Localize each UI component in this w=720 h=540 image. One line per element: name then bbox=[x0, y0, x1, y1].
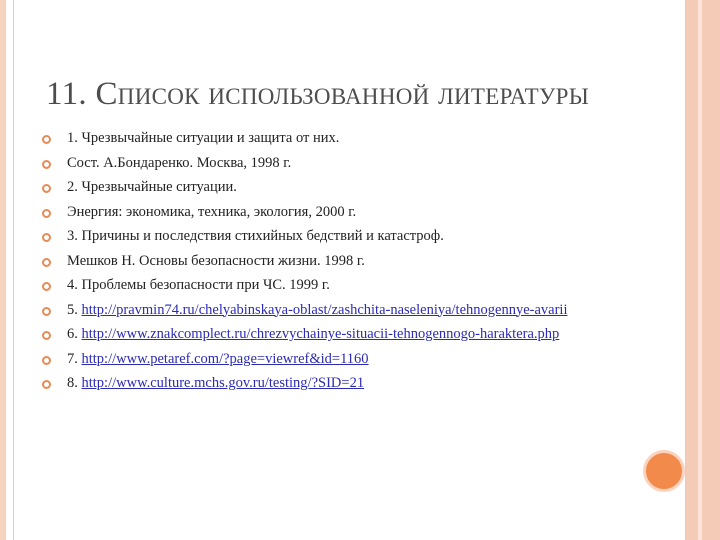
bullet-icon bbox=[42, 184, 51, 193]
item-label: 1. Чрезвычайные ситуации и защита от них. bbox=[67, 130, 340, 146]
list-item-text bbox=[67, 302, 567, 319]
list-item-text bbox=[67, 130, 339, 147]
bullet-icon bbox=[42, 380, 51, 389]
item-label: 5. bbox=[67, 301, 82, 318]
bullet-icon bbox=[42, 160, 51, 169]
list-item-text bbox=[67, 155, 291, 172]
slide bbox=[13, 0, 686, 540]
item-label: 8. bbox=[67, 375, 82, 391]
item-label: 3. Причины и последствия стихийных бедствий и катастроф. bbox=[67, 228, 444, 244]
bullet-icon bbox=[42, 356, 51, 365]
bullet-icon bbox=[42, 209, 51, 218]
list-item bbox=[14, 152, 685, 177]
list-item bbox=[14, 201, 685, 226]
item-label: 4. Проблемы безопасности при ЧС. 1999 г. bbox=[67, 277, 330, 293]
bullet-icon bbox=[42, 135, 51, 144]
reference-link[interactable]: http://www.petaref.com/?page=viewref&id=1160 bbox=[81, 350, 369, 367]
bullet-icon bbox=[42, 233, 51, 242]
list-item bbox=[14, 274, 685, 299]
list-item-text bbox=[67, 351, 369, 368]
list-item-text bbox=[67, 204, 356, 221]
bullet-icon bbox=[42, 307, 51, 316]
list-item bbox=[14, 225, 685, 250]
reference-link[interactable]: http://pravmin74.ru/chelyabinskaya-oblast/zashchita-naseleniya/tehnogennye-avarii bbox=[81, 301, 568, 318]
item-label: Энергия: экономика, техника, экология, 2000 г. bbox=[67, 203, 357, 220]
list-item bbox=[14, 299, 685, 324]
list-item bbox=[14, 372, 685, 397]
reference-link[interactable]: http://www.culture.mchs.gov.ru/testing/?SID=21 bbox=[81, 375, 365, 391]
decorative-circle bbox=[643, 450, 685, 492]
list-item-text bbox=[67, 179, 237, 196]
list-item bbox=[14, 348, 685, 373]
reference-link[interactable]: http://www.znakcomplect.ru/chrezvychainye-situacii-tehnogennogo-haraktera.php bbox=[81, 326, 560, 342]
item-label: Сост. А.Бондаренко. Москва, 1998 г. bbox=[67, 154, 292, 171]
list-item bbox=[14, 127, 685, 152]
list-item-text bbox=[67, 277, 330, 294]
list-item-text bbox=[67, 228, 444, 245]
item-label: 7. bbox=[67, 350, 82, 367]
item-label: 2. Чрезвычайные ситуации. bbox=[67, 179, 237, 195]
slide-frame-right bbox=[684, 0, 720, 540]
list-item bbox=[14, 323, 685, 348]
list-item bbox=[14, 176, 685, 201]
reference-list bbox=[14, 127, 685, 397]
list-item bbox=[14, 250, 685, 275]
slide-frame-right-stripe bbox=[698, 0, 702, 540]
list-item-text bbox=[67, 375, 364, 392]
slide-frame-left bbox=[0, 0, 6, 540]
item-label: 6. bbox=[67, 326, 82, 342]
slide-title: 11. Список использованной литературы bbox=[46, 76, 590, 112]
list-item-text bbox=[67, 326, 559, 343]
item-label: Мешков Н. Основы безопасности жизни. 1998 г. bbox=[67, 252, 365, 269]
bullet-icon bbox=[42, 282, 51, 291]
bullet-icon bbox=[42, 331, 51, 340]
list-item-text bbox=[67, 253, 365, 270]
bullet-icon bbox=[42, 258, 51, 267]
